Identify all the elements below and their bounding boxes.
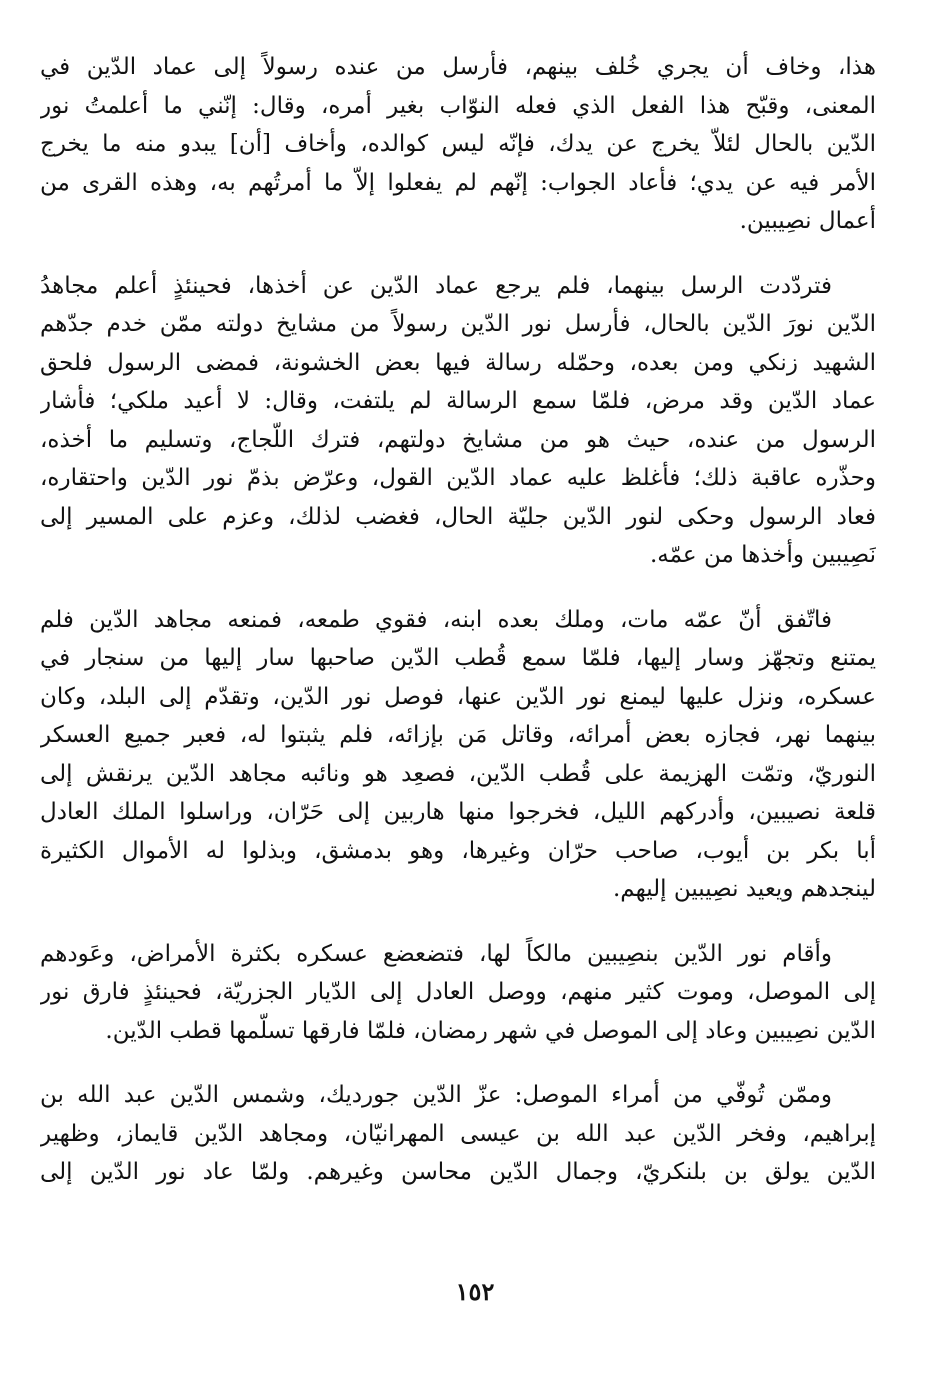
- text-line: بينهما نهر، فجازه بعض أمرائه، وقاتل مَن بإزائه، فلم يثبتوا له، فعبر جميع العسكر: [40, 722, 876, 748]
- text-line: الأمر فيه عن يدي؛ فأعاد الجواب: إنّهم لم يفعلوا إلاّ ما أمرتُهم به، وهذه القرى من: [40, 169, 876, 196]
- text-line: نَصِيبين وأخذها من عمّه.: [649, 542, 876, 568]
- text-line: المعنى، وقبّح هذا الفعل الذي فعله النوّاب بغير أمره، وقال: إنّني ما أعلمتُ نور: [40, 92, 876, 119]
- text-line: الدّين بالحال لئلاّ يخرج عن يدك، فإنّه ليس كوالده، وأخاف [أن] يبدو منه ما يخرج: [40, 131, 876, 157]
- text-line: يمتنع وتجهّز وسار إليها، فلمّا سمع قُطب الدّين صاحبها سار إليها من سنجار في: [40, 645, 876, 671]
- text-line: قلعة نصيبين، وأدركهم الليل، فخرجوا منها هاربين إلى حَرّان، وراسلوا الملك العادل: [40, 799, 876, 825]
- text-line: إبراهيم، وفخر الدّين عبد الله بن عيسى المهرانيّان، ومجاهد الدّين قايماز، وظهير: [40, 1120, 876, 1147]
- text-line: أبا بكر بن أيوب، صاحب حرّان وغيرها، وهو بدمشق، وبذلوا له الأموال الكثيرة: [40, 837, 876, 864]
- paragraph-5: [40, 1076, 876, 1192]
- text-line: هذا، وخاف أن يجري خُلف بينهم، فأرسل من عنده رسولاً إلى عماد الدّين في: [40, 54, 876, 80]
- text-line: الدّين يولق بن بلنكريّ، وجمال الدّين محاسن وغيرهم. ولمّا عاد نور الدّين إلى: [40, 1159, 876, 1185]
- text-line: فعاد الرسول وحكى لنور الدّين جليّة الحال، فغضب لذلك، وعزم على المسير إلى: [40, 503, 876, 530]
- page-body: [40, 48, 876, 1218]
- text-line: عسكره، ونزل عليها ليمنع نور الدّين عنها، فوصل نور الدّين، وتقدّم إلى البلد، وكان: [40, 683, 876, 710]
- text-line: النوريّ، وتمّت الهزيمة على قُطب الدّين، فصعِد هو ونائبه مجاهد الدّين يرنقش إلى: [40, 760, 876, 787]
- text-line: إلى الموصل، وموت كثير منهم، ووصل العادل إلى الدّيار الجزريّة، فحينئذٍ فارق نور: [40, 979, 876, 1005]
- text-line: لينجدهم ويعيد نصِيبين إليهم.: [612, 876, 876, 902]
- paragraph-3: [40, 601, 876, 909]
- text-line: فاتّفق أنّ عمّه مات، وملك بعده ابنه، فقوي طمعه، فمنعه مجاهد الدّين فلم: [40, 606, 832, 633]
- text-line: الدّين نصِيبين وعاد إلى الموصل في شهر رمضان، فلمّا فارقها تسلّمها قطب الدّين.: [105, 1017, 876, 1044]
- paragraph-2: [40, 267, 876, 575]
- paragraph-4: [40, 935, 876, 1051]
- text-line: الشهيد زنكي ومن بعده، وحمّله رسالة فيها بعض الخشونة، فمضى الرسول فلحق: [40, 349, 876, 376]
- text-line: الرسول من عنده، حيث هو من مشايخ دولتهم، فترك اللّجاج، وتسليم ما أخذه،: [40, 426, 876, 453]
- text-line: وحذّره عاقبة ذلك؛ فأغلظ عليه عماد الدّين القول، وعرّض بذمّ نور الدّين واحتقاره،: [40, 465, 876, 491]
- text-line: الدّين نورَ الدّين بالحال، فأرسل نور الدّين رسولاً من مشايخ دولته ممّن خدم جدّهم: [40, 311, 876, 337]
- text-line: وممّن تُوفّي من أمراء الموصل: عزّ الدّين جورديك، وشمس الدّين عبد الله بن: [40, 1082, 832, 1108]
- text-line: وأقام نور الدّين بنصِيبين مالكاً لها، فتضعضع عسكره بكثرة الأمراض، وعَودهم: [40, 940, 832, 967]
- paragraph-1: [40, 48, 876, 241]
- text-line: عماد الدّين وقد مرض، فلمّا سمع الرسالة لم يلتفت، وقال: لا أعيد ملكي؛ فأشار: [40, 388, 876, 414]
- text-line: فتردّدت الرسل بينهما، فلم يرجع عماد الدّين عن أخذها، فحينئذٍ أعلم مجاهدُ: [40, 272, 832, 299]
- page-number: ١٥٢: [455, 1277, 495, 1306]
- text-line: أعمال نصِيبين.: [739, 208, 876, 234]
